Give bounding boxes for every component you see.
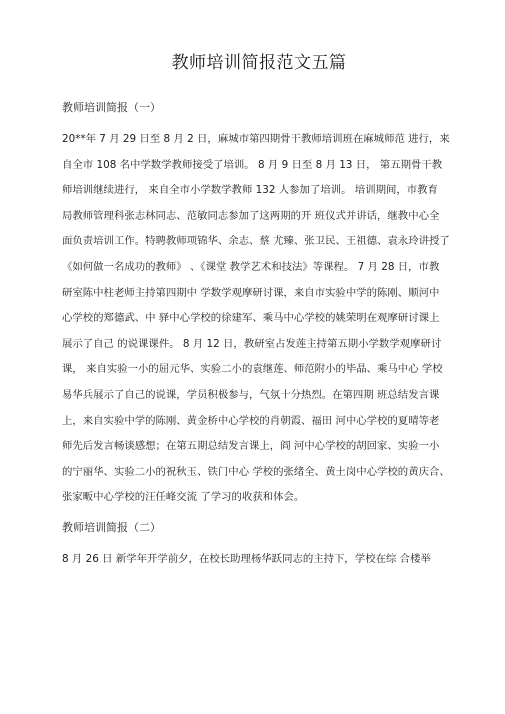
paragraph-line: 面负责培训工作。特聘教师项锦华、余志、蔡 尤臻、张卫民、王祖德、袁永玲讲授了: [62, 235, 450, 248]
paragraph-line: 展示了自己 的说课课件。 8 月 12 日，教研室占发莲主持第五期小学数学观摩研讨: [62, 337, 442, 350]
paragraph-line: 自全市 108 名中学数学教师接受了培训。 8 月 9 日至 8 月 13 日， 第五期骨干教: [62, 158, 443, 171]
paragraph-line: 20**年 7 月 29 日至 8 月 2 日，麻城市第四期骨干教师培训班在麻城师范 进行，来: [62, 133, 450, 145]
paragraph-line: 上，来自实验中学的陈刚、黄金桥中心学校的肖朝霞、福田 河中心学校的夏晴等老: [62, 414, 440, 427]
paragraph-line: 师培训继续进行， 来自全市小学数学教师 132 人参加了培训。 培训期间，市教育: [62, 184, 438, 197]
document-title: 教师培训简报范文五篇: [171, 53, 347, 73]
section-heading: 教师培训简报（二）: [62, 520, 161, 534]
paragraph-line: 课， 来自实验一小的屈元华、实验二小的袁继莲、师范附小的毕晶、乘马中心 学校: [62, 363, 443, 376]
paragraph-line: 张家畈中心学校的汪任峰交流 了学习的收获和体会。: [62, 491, 305, 504]
section-heading: 教师培训简报（一）: [62, 101, 161, 114]
section-paragraph: [62, 127, 450, 511]
section-1: [62, 101, 450, 511]
section-paragraph: [62, 547, 450, 573]
paragraph-line: 易华兵展示了自己的说课，学员积极参与，气氛十分热烈。在第四期 班总结发言课: [62, 388, 440, 401]
paragraph-line: 局教师管理科张志林同志、范敏同志参加了这两期的开 班仪式并讲话，继教中心全: [62, 209, 440, 222]
paragraph-line: 《如何做一名成功的教师》 、《课堂 教学艺术和技法》等课程。 7 月 28 日，市教: [62, 260, 440, 273]
paragraph-line: 8 月 26 日 新学年开学前夕，在校长助理杨华跃同志的主持下，学校在综 合楼举: [62, 552, 431, 565]
paragraph-line: 师先后发言畅谈感想；在第五期总结发言课上，阎 河中心学校的胡回家、实验一小: [62, 440, 440, 453]
section-2: [62, 521, 450, 573]
paragraph-line: 研室陈中柱老师主持第四期中 学数学观摩研讨课，来自市实验中学的陈刚、顺河中: [62, 286, 440, 299]
paragraph-line: 的宁丽华、实验二小的祝秋玉、铁门中心 学校的张绪全、黄土岗中心学校的黄庆合、: [62, 465, 450, 478]
paragraph-line: 心学校的郑德武、中 驿中心学校的徐建军、乘马中心学校的姚荣明在观摩研讨课上: [62, 312, 440, 325]
